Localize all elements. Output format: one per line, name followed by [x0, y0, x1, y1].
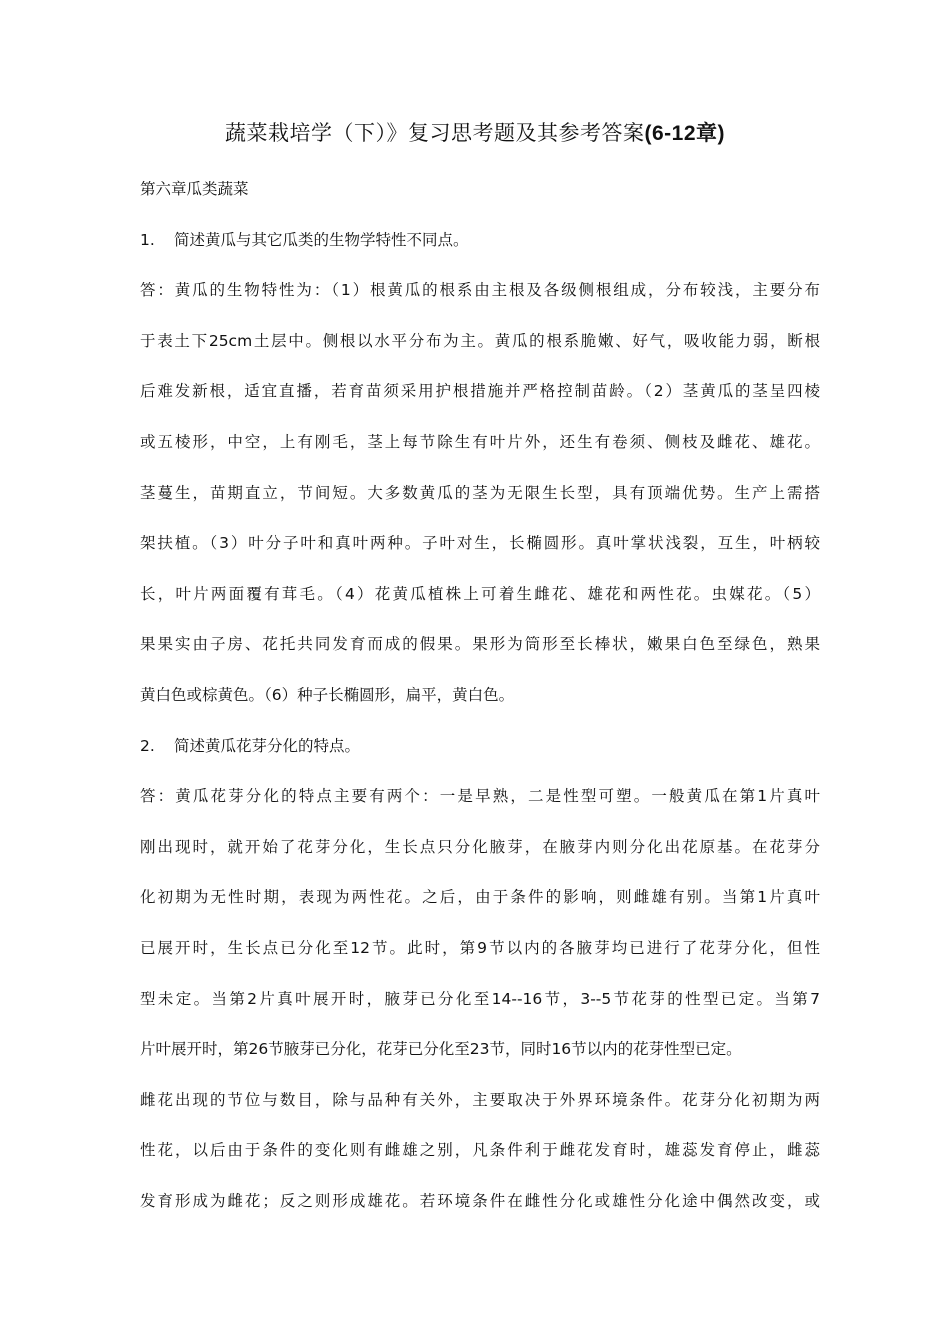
answer-1-line: 于表土下25cm土层中。侧根以水平分布为主。黄瓜的根系脆嫩、好气，吸收能力弱，断根 — [140, 331, 820, 350]
answer-2-line: 化初期为无性时期，表现为两性花。之后，由于条件的影响，则雌雄有别。当第1片真叶 — [140, 888, 820, 907]
answer-1-line: 后难发新根，适宜直播，若育苗须采用护根措施并严格控制苗龄。（2）茎黄瓜的茎呈四棱 — [140, 382, 820, 401]
answer-2-line: 型未定。当第2片真叶展开时，腋芽已分化至14--16节，3--5节花芽的性型已定。当第7 — [140, 989, 820, 1008]
answer-1-line: 答：黄瓜的生物特性为：（1）根黄瓜的根系由主根及各级侧根组成，分布较浅，主要分布 — [140, 281, 820, 300]
question-2 — [140, 729, 820, 780]
answer-2-line: 片叶展开时，第26节腋芽已分化，花芽已分化至23节，同时16节以内的花芽性型已定。 — [140, 1040, 742, 1059]
answer-2-line: 答：黄瓜花芽分化的特点主要有两个：一是早熟，二是性型可塑。一般黄瓜在第1片真叶 — [140, 787, 820, 806]
answer-2-line: 雌花出现的节位与数目，除与品种有关外，主要取决于外界环境条件。花芽分化初期为两 — [140, 1090, 820, 1109]
answer-1-line: 黄白色或棕黄色。（6）种子长椭圆形，扁平，黄白色。 — [140, 685, 515, 704]
answer-1-line: 茎蔓生，苗期直立，节间短。大多数黄瓜的茎为无限生长型，具有顶端优势。生产上需搭 — [140, 483, 820, 502]
title-chapter-range: (6-12章) — [644, 122, 726, 145]
answer-1-line: 果果实由子房、花托共同发育而成的假果。果形为筒形至长棒状，嫩果白色至绿色，熟果 — [140, 635, 820, 654]
answer-1-line: 或五棱形，中空，上有刚毛，茎上每节除生有叶片外，还生有卷须、侧枝及雌花、雄花。 — [140, 432, 820, 451]
answer-1-line: 长，叶片两面覆有茸毛。（4）花黄瓜植株上可着生雌花、雄花和两性花。虫媒花。（5） — [140, 584, 820, 603]
question-2-number: 2. — [140, 736, 155, 755]
question-1-text: 简述黄瓜与其它瓜类的生物学特性不同点。 — [174, 230, 469, 249]
answer-2-line: 发育形成为雌花；反之则形成雄花。若环境条件在雌性分化或雄性分化途中偶然改变，或 — [140, 1191, 820, 1210]
answer-2 — [140, 779, 820, 1234]
question-2-text: 简述黄瓜花芽分化的特点。 — [174, 736, 361, 755]
question-1 — [140, 223, 820, 274]
title-main: 蔬菜栽培学（下）》复习思考题及其参考答案 — [224, 121, 645, 145]
answer-2-line: 性花，以后由于条件的变化则有雌雄之别，凡条件利于雌花发育时，雄蕊发育停止，雌蕊 — [140, 1141, 820, 1160]
document-title — [0, 117, 950, 147]
chapter-heading: 第六章瓜类蔬菜 — [140, 180, 249, 198]
answer-1 — [140, 273, 820, 728]
answer-1-line: 架扶植。（3）叶分子叶和真叶两种。子叶对生，长椭圆形。真叶掌状浅裂，互生，叶柄较 — [140, 534, 820, 553]
question-1-number: 1. — [140, 230, 155, 249]
document-body — [140, 172, 820, 1234]
answer-2-line: 刚出现时，就开始了花芽分化，生长点只分化腋芽，在腋芽内则分化出花原基。在花芽分 — [140, 837, 820, 856]
answer-2-line: 已展开时，生长点已分化至12节。此时，第9节以内的各腋芽均已进行了花芽分化，但性 — [140, 938, 820, 957]
